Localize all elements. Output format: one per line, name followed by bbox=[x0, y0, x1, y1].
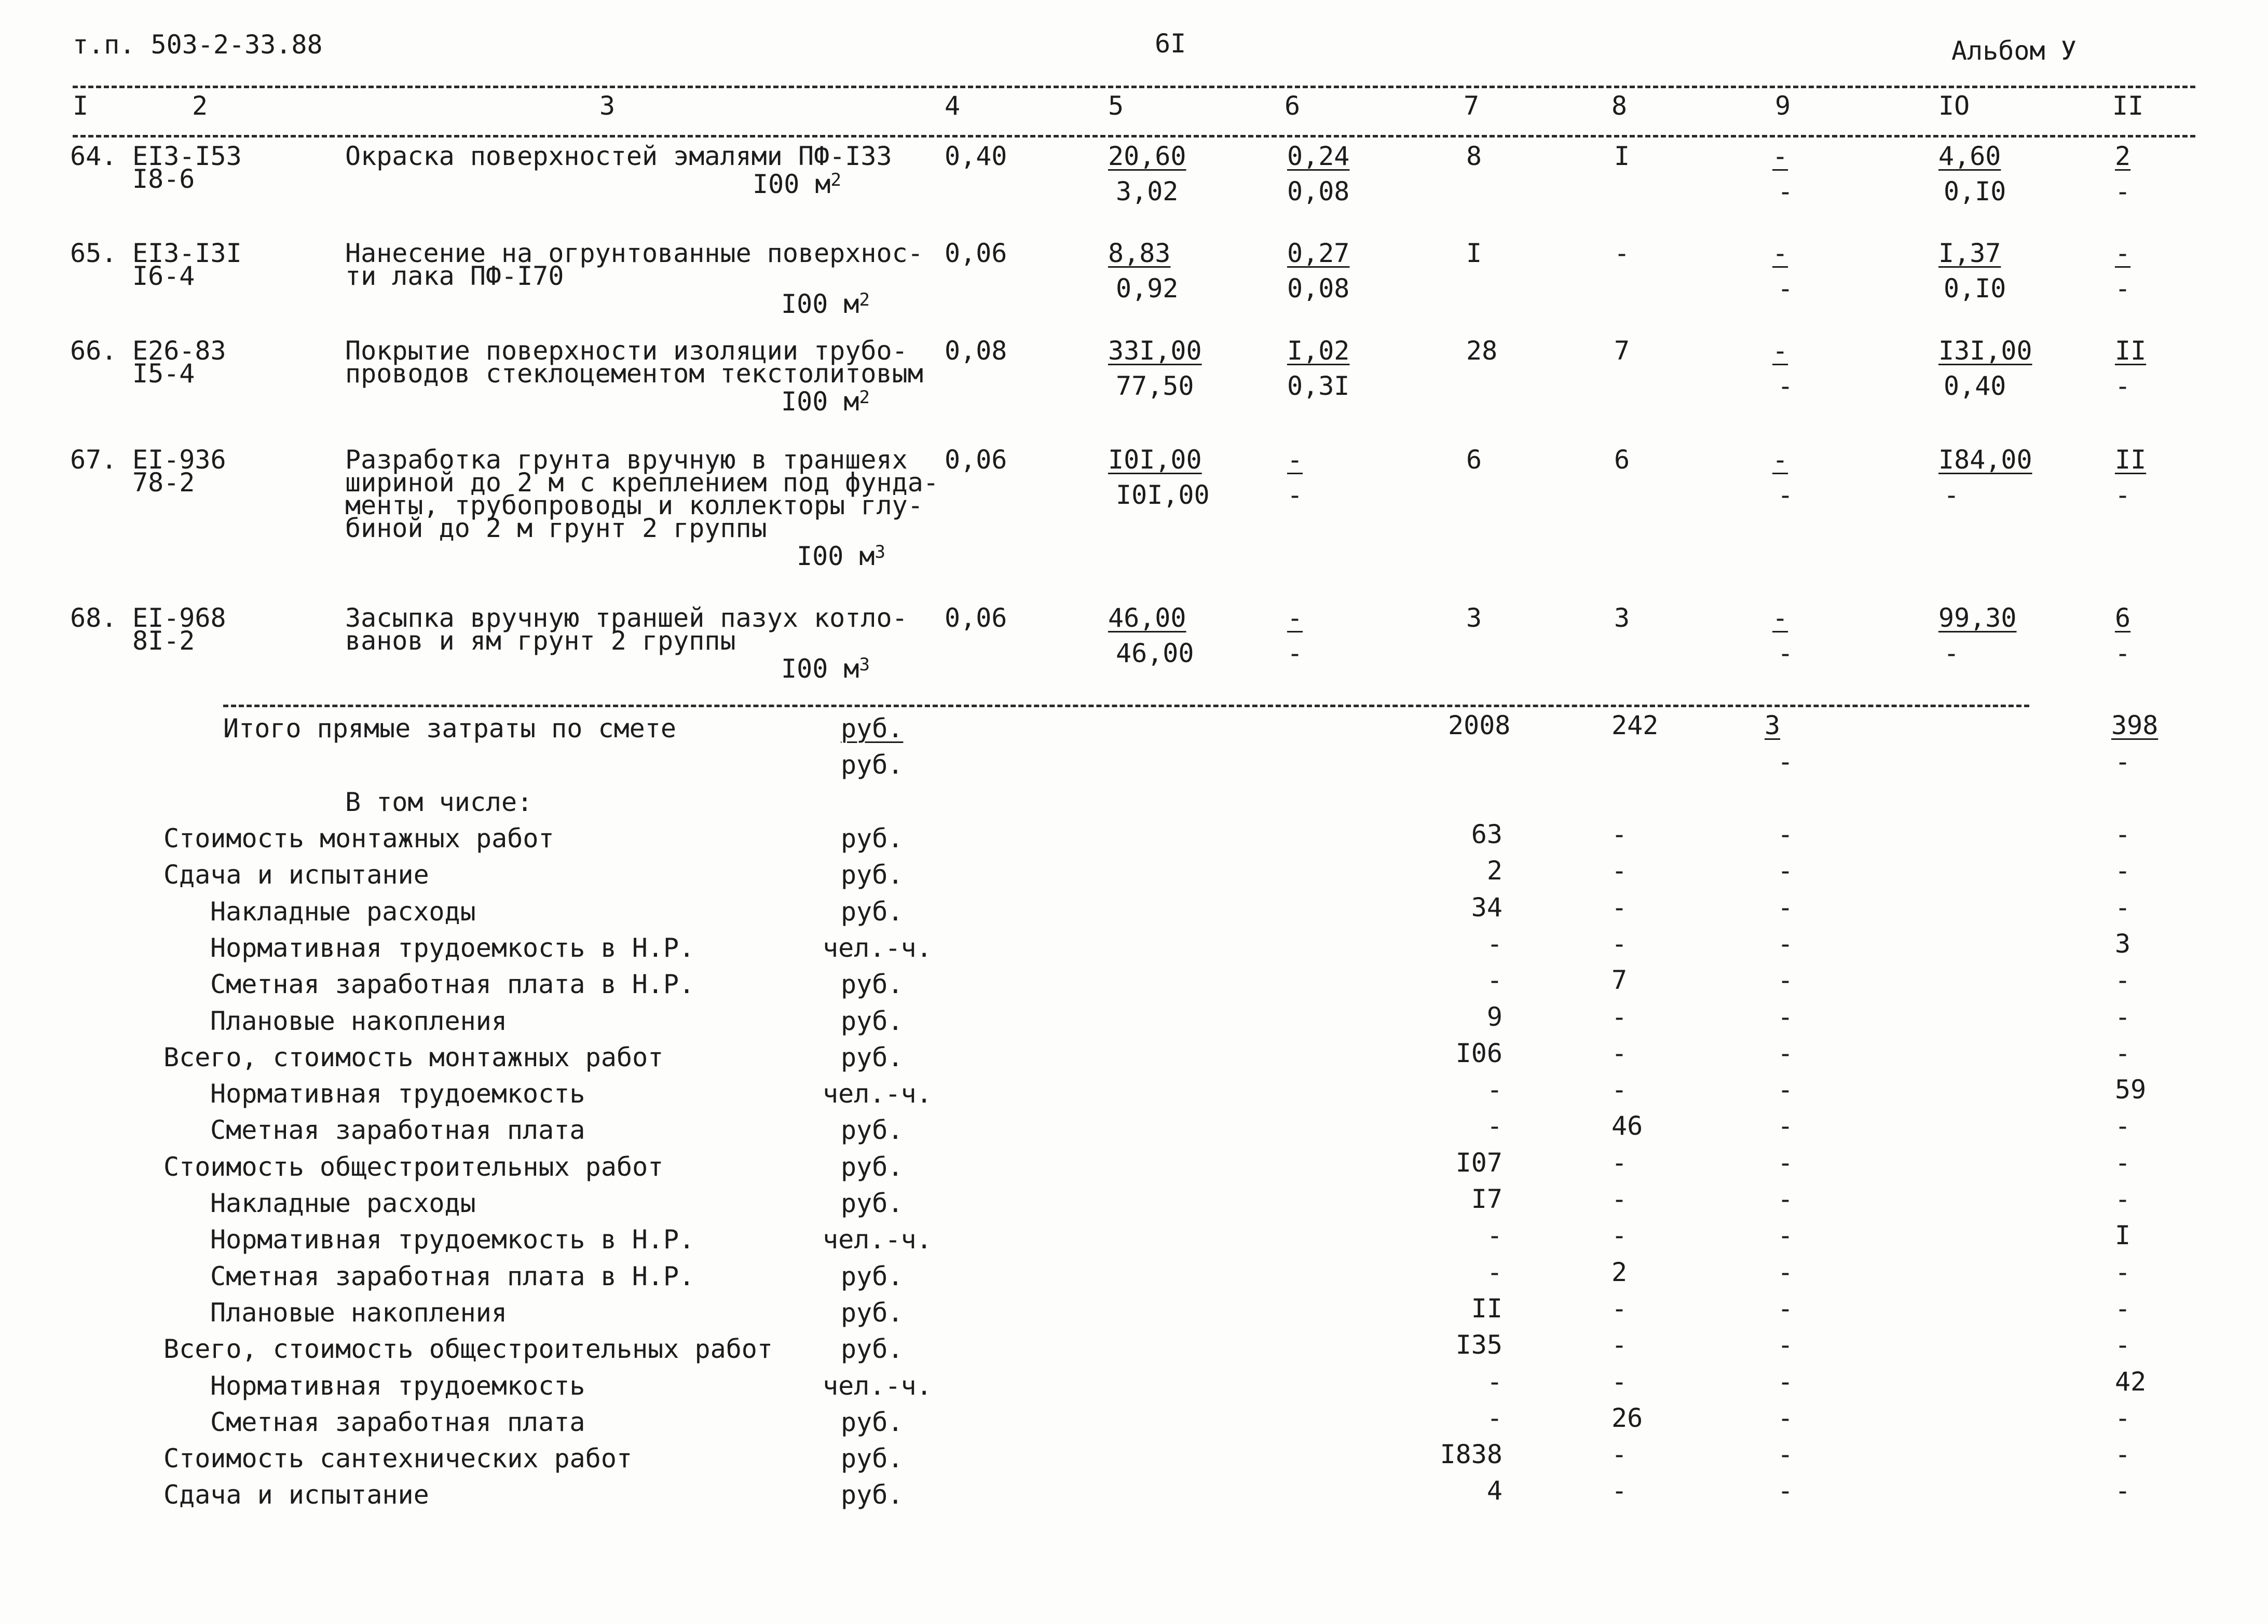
summary-col11: - bbox=[2115, 1038, 2131, 1068]
summary-col11: - bbox=[2115, 819, 2131, 849]
summary-col9: - bbox=[1778, 1366, 1794, 1397]
row-number: 66. bbox=[70, 336, 117, 366]
row-description-line: Покрытие поверхности изоляции трубо- bbox=[345, 336, 908, 366]
summary-unit: руб. bbox=[841, 1006, 904, 1036]
cell-col5-bottom: 0,92 bbox=[1116, 273, 1179, 304]
row-unit bbox=[781, 388, 870, 415]
summary-col11: - bbox=[2115, 1330, 2131, 1360]
summary-unit: руб. bbox=[841, 1480, 904, 1510]
summary-col8: - bbox=[1611, 856, 1628, 886]
cell-col10-top: 4,60 bbox=[1938, 141, 2001, 171]
summary-col9: - bbox=[1778, 1293, 1794, 1324]
cell-col8: I bbox=[1614, 141, 1630, 171]
row-code-primary: EI3-I3I bbox=[132, 238, 242, 268]
summary-col9: - bbox=[1778, 819, 1794, 849]
cell-col4: 0,06 bbox=[945, 238, 1007, 268]
row-description-line: ти лака ПФ-I70 bbox=[345, 261, 564, 291]
totals-label: Итого прямые затраты по смете bbox=[223, 713, 676, 744]
summary-label: Сдача и испытание bbox=[163, 1480, 429, 1510]
cell-col7: 28 bbox=[1466, 336, 1498, 366]
row-code-secondary: 78-2 bbox=[132, 467, 195, 498]
summary-col7: - bbox=[1486, 928, 1502, 959]
cell-col8: 3 bbox=[1614, 603, 1630, 633]
summary-label: Нормативная трудоемкость bbox=[210, 1370, 585, 1401]
unit-exponent: 3 bbox=[859, 654, 870, 675]
row-code-secondary: I6-4 bbox=[132, 261, 195, 291]
summary-label: Сметная заработная плата в Н.Р. bbox=[210, 969, 695, 1000]
cell-col7: 3 bbox=[1466, 603, 1482, 633]
summary-col9: - bbox=[1778, 1220, 1794, 1251]
cell-col5-bottom: 46,00 bbox=[1116, 638, 1194, 668]
cell-col11-top: II bbox=[2115, 445, 2147, 475]
summary-col9: - bbox=[1778, 856, 1794, 886]
summary-col11: 42 bbox=[2115, 1366, 2147, 1397]
cell-col10-bottom: - bbox=[1944, 638, 1960, 668]
summary-col8: - bbox=[1611, 819, 1628, 849]
summary-col9: - bbox=[1778, 1257, 1794, 1287]
cell-col10-top: I84,00 bbox=[1938, 445, 2032, 475]
totals-col9-top: 3 bbox=[1765, 710, 1781, 740]
unit-text: I00 м bbox=[797, 541, 875, 571]
cell-col9-bottom: - bbox=[1778, 480, 1794, 510]
summary-col9: - bbox=[1778, 1147, 1794, 1178]
row-code-secondary: 8I-2 bbox=[132, 626, 195, 656]
summary-col8: - bbox=[1611, 1075, 1628, 1105]
cell-col10-bottom: 0,40 bbox=[1944, 371, 2006, 401]
summary-col8: 2 bbox=[1611, 1257, 1628, 1287]
summary-col8: 46 bbox=[1611, 1111, 1643, 1141]
cell-col9-bottom: - bbox=[1778, 371, 1794, 401]
summary-unit: чел.-ч. bbox=[823, 932, 932, 963]
summary-col7: I35 bbox=[1455, 1330, 1502, 1360]
summary-col7: I07 bbox=[1455, 1147, 1502, 1178]
summary-label: Накладные расходы bbox=[210, 1188, 476, 1218]
summary-col8: 26 bbox=[1611, 1402, 1643, 1433]
cell-col11-top: II bbox=[2115, 336, 2147, 366]
summary-col7: 2 bbox=[1486, 856, 1502, 886]
header-bottom-rule bbox=[73, 135, 2195, 137]
summary-col11: - bbox=[2115, 1184, 2131, 1214]
cell-col7: I bbox=[1466, 238, 1482, 268]
summary-col9: - bbox=[1778, 1001, 1794, 1032]
cell-col6-bottom: 0,08 bbox=[1287, 273, 1350, 304]
column-header-8: 8 bbox=[1611, 91, 1628, 121]
summary-col9: - bbox=[1778, 1402, 1794, 1433]
summary-col8: 7 bbox=[1611, 965, 1628, 996]
row-description-line: Разработка грунта вручную в траншеях bbox=[345, 445, 908, 475]
totals-col8: 242 bbox=[1611, 710, 1659, 740]
cell-col11-top: 2 bbox=[2115, 141, 2131, 171]
row-description-line: ванов и ям грунт 2 группы bbox=[345, 626, 736, 656]
summary-col9: - bbox=[1778, 1038, 1794, 1068]
column-header-1: I bbox=[73, 91, 89, 121]
cell-col4: 0,06 bbox=[945, 603, 1007, 633]
cell-col10-top: I3I,00 bbox=[1938, 336, 2032, 366]
summary-col11: - bbox=[2115, 1147, 2131, 1178]
row-code-primary: E26-83 bbox=[132, 336, 226, 366]
summary-col8: - bbox=[1611, 1293, 1628, 1324]
cell-col9-top: - bbox=[1772, 141, 1788, 171]
summary-label: Стоимость монтажных работ bbox=[163, 823, 554, 854]
unit-exponent: 3 bbox=[875, 542, 885, 562]
column-header-7: 7 bbox=[1464, 91, 1480, 121]
cell-col9-top: - bbox=[1772, 238, 1788, 268]
summary-col9: - bbox=[1778, 928, 1794, 959]
row-number: 64. bbox=[70, 141, 117, 171]
row-description-line: менты, трубопроводы и коллекторы глу- bbox=[345, 490, 923, 520]
summary-col11: - bbox=[2115, 1476, 2131, 1506]
summary-unit: руб. bbox=[841, 1115, 904, 1146]
row-code-primary: EI-968 bbox=[132, 603, 226, 633]
summary-label: Сметная заработная плата bbox=[210, 1115, 585, 1146]
summary-col11: - bbox=[2115, 1001, 2131, 1032]
summary-col11: - bbox=[2115, 1402, 2131, 1433]
cell-col11-bottom: - bbox=[2115, 371, 2131, 401]
cell-col6-top: I,02 bbox=[1287, 336, 1350, 366]
cell-col5-top: 8,83 bbox=[1108, 238, 1171, 268]
cell-col11-bottom: - bbox=[2115, 638, 2131, 668]
cell-col11-bottom: - bbox=[2115, 176, 2131, 207]
cell-col5-top: 20,60 bbox=[1108, 141, 1186, 171]
totals-unit-1: руб. bbox=[841, 713, 904, 744]
row-description-line: Засыпка вручную траншей пазух котло- bbox=[345, 603, 908, 633]
summary-col9: - bbox=[1778, 1184, 1794, 1214]
summary-col7: I7 bbox=[1471, 1184, 1502, 1214]
row-number: 65. bbox=[70, 238, 117, 268]
album-label: Альбом У bbox=[1951, 36, 2076, 66]
summary-col8: - bbox=[1611, 1366, 1628, 1397]
cell-col11-top: - bbox=[2115, 238, 2131, 268]
summary-col11: - bbox=[2115, 1257, 2131, 1287]
summary-label: Нормативная трудоемкость bbox=[210, 1079, 585, 1109]
summary-col7: - bbox=[1486, 1257, 1502, 1287]
summary-col9: - bbox=[1778, 1439, 1794, 1470]
cell-col5-top: 46,00 bbox=[1108, 603, 1186, 633]
cell-col10-top: 99,30 bbox=[1938, 603, 2017, 633]
row-number: 68. bbox=[70, 603, 117, 633]
summary-col7: 63 bbox=[1471, 819, 1502, 849]
cell-col6-top: 0,24 bbox=[1287, 141, 1350, 171]
summary-unit: руб. bbox=[841, 1334, 904, 1365]
cell-col11-bottom: - bbox=[2115, 480, 2131, 510]
page-number: 6I bbox=[1155, 29, 1186, 59]
summary-col7: - bbox=[1486, 1075, 1502, 1105]
summary-col9: - bbox=[1778, 965, 1794, 996]
cell-col6-bottom: 0,08 bbox=[1287, 176, 1350, 207]
cell-col8: 7 bbox=[1614, 336, 1630, 366]
summary-unit: руб. bbox=[841, 1407, 904, 1437]
summary-col8: - bbox=[1611, 1439, 1628, 1470]
cell-col5-top: 33I,00 bbox=[1108, 336, 1202, 366]
cell-col10-bottom: - bbox=[1944, 480, 1960, 510]
column-header-5: 5 bbox=[1108, 91, 1124, 121]
row-unit bbox=[781, 291, 870, 318]
summary-col8: - bbox=[1611, 1001, 1628, 1032]
summary-col7: - bbox=[1486, 1220, 1502, 1251]
row-description-line: Нанесение на огрунтованные поверхнос- bbox=[345, 238, 923, 268]
summary-label: Нормативная трудоемкость в Н.Р. bbox=[210, 932, 695, 963]
summary-unit: руб. bbox=[841, 1297, 904, 1328]
column-header-9: 9 bbox=[1775, 91, 1791, 121]
summary-label: Стоимость общестроительных работ bbox=[163, 1151, 664, 1182]
summary-unit: руб. bbox=[841, 823, 904, 854]
summary-unit: руб. bbox=[841, 969, 904, 1000]
unit-exponent: 2 bbox=[859, 387, 870, 408]
summary-col8: - bbox=[1611, 1476, 1628, 1506]
summary-label: Плановые накопления bbox=[210, 1297, 507, 1328]
summary-col11: - bbox=[2115, 965, 2131, 996]
summary-label: Нормативная трудоемкость в Н.Р. bbox=[210, 1224, 695, 1255]
summary-unit: чел.-ч. bbox=[823, 1370, 932, 1401]
cell-col9-bottom: - bbox=[1778, 176, 1794, 207]
cell-col10-bottom: 0,I0 bbox=[1944, 176, 2006, 207]
cell-col6-bottom: 0,3I bbox=[1287, 371, 1350, 401]
column-header-10: IO bbox=[1938, 91, 1970, 121]
summary-unit: чел.-ч. bbox=[823, 1224, 932, 1255]
cell-col9-top: - bbox=[1772, 445, 1788, 475]
unit-exponent: 2 bbox=[859, 290, 870, 310]
cell-col8: 6 bbox=[1614, 445, 1630, 475]
summary-col11: - bbox=[2115, 856, 2131, 886]
cell-col9-top: - bbox=[1772, 603, 1788, 633]
summary-unit: руб. bbox=[841, 860, 904, 890]
row-unit bbox=[781, 655, 870, 682]
cell-col5-bottom: 77,50 bbox=[1116, 371, 1194, 401]
summary-unit: чел.-ч. bbox=[823, 1079, 932, 1109]
row-code-secondary: I5-4 bbox=[132, 359, 195, 389]
summary-col8: - bbox=[1611, 1220, 1628, 1251]
row-description-line: Окраска поверхностей эмалями ПФ-I33 bbox=[345, 141, 892, 171]
cell-col7: 8 bbox=[1466, 141, 1482, 171]
totals-unit-2: руб. bbox=[841, 750, 904, 780]
row-description-line: проводов стеклоцементом текстолитовым bbox=[345, 359, 923, 389]
summary-col7: 34 bbox=[1471, 892, 1502, 923]
summary-unit: руб. bbox=[841, 1042, 904, 1072]
totals-col11-bottom: - bbox=[2115, 747, 2131, 777]
cell-col5-bottom: I0I,00 bbox=[1116, 480, 1210, 510]
totals-col9-bottom: - bbox=[1778, 747, 1794, 777]
summary-label: Всего, стоимость общестроительных работ bbox=[163, 1334, 773, 1365]
column-header-2: 2 bbox=[192, 91, 208, 121]
summary-col11: 59 bbox=[2115, 1075, 2147, 1105]
summary-col7: I838 bbox=[1440, 1439, 1502, 1470]
top-rule bbox=[73, 86, 2195, 88]
totals-col11-top: 398 bbox=[2111, 710, 2158, 740]
cell-col6-bottom: - bbox=[1287, 480, 1303, 510]
totals-col7: 2008 bbox=[1448, 710, 1511, 740]
cell-col7: 6 bbox=[1466, 445, 1482, 475]
cell-col6-top: - bbox=[1287, 445, 1303, 475]
summary-col8: - bbox=[1611, 1330, 1628, 1360]
summary-col8: - bbox=[1611, 928, 1628, 959]
summary-col11: I bbox=[2115, 1220, 2131, 1251]
row-unit bbox=[797, 543, 885, 570]
cell-col4: 0,08 bbox=[945, 336, 1007, 366]
row-code-primary: EI-936 bbox=[132, 445, 226, 475]
summary-col7: 9 bbox=[1486, 1001, 1502, 1032]
summary-col9: - bbox=[1778, 1075, 1794, 1105]
summary-col11: - bbox=[2115, 892, 2131, 923]
summary-col11: - bbox=[2115, 1439, 2131, 1470]
summary-col8: - bbox=[1611, 892, 1628, 923]
cell-col4: 0,40 bbox=[945, 141, 1007, 171]
summary-col9: - bbox=[1778, 1111, 1794, 1141]
summary-col7: - bbox=[1486, 1111, 1502, 1141]
unit-exponent: 2 bbox=[830, 170, 841, 190]
summary-label: Сметная заработная плата bbox=[210, 1407, 585, 1437]
row-code-secondary: I8-6 bbox=[132, 164, 195, 194]
cell-col9-bottom: - bbox=[1778, 638, 1794, 668]
cell-col4: 0,06 bbox=[945, 445, 1007, 475]
summary-col7: 4 bbox=[1486, 1476, 1502, 1506]
summary-unit: руб. bbox=[841, 1443, 904, 1474]
doc-reference: т.п. 503-2-33.88 bbox=[73, 30, 323, 60]
summary-col7: - bbox=[1486, 1402, 1502, 1433]
cell-col8: - bbox=[1614, 238, 1630, 268]
summary-col9: - bbox=[1778, 892, 1794, 923]
summary-unit: руб. bbox=[841, 896, 904, 927]
summary-label: Сметная заработная плата в Н.Р. bbox=[210, 1261, 695, 1291]
row-description-line: биной до 2 м грунт 2 группы bbox=[345, 513, 767, 543]
column-header-3: 3 bbox=[599, 91, 616, 121]
unit-text: I00 м bbox=[781, 289, 859, 319]
column-header-4: 4 bbox=[945, 91, 961, 121]
summary-label: Стоимость сантехнических работ bbox=[163, 1443, 633, 1474]
summary-label: Всего, стоимость монтажных работ bbox=[163, 1042, 664, 1072]
cell-col9-top: - bbox=[1772, 336, 1788, 366]
unit-text: I00 м bbox=[753, 169, 831, 199]
unit-text: I00 м bbox=[781, 654, 859, 684]
column-header-11: II bbox=[2112, 91, 2144, 121]
summary-col9: - bbox=[1778, 1330, 1794, 1360]
column-header-6: 6 bbox=[1285, 91, 1301, 121]
row-description-line: шириной до 2 м с креплением под фунда- bbox=[345, 467, 939, 498]
summary-col7: II bbox=[1471, 1293, 1502, 1324]
summary-label: Накладные расходы bbox=[210, 896, 476, 927]
cell-col5-bottom: 3,02 bbox=[1116, 176, 1179, 207]
summary-unit: руб. bbox=[841, 1188, 904, 1218]
summary-col11: - bbox=[2115, 1293, 2131, 1324]
cell-col6-top: 0,27 bbox=[1287, 238, 1350, 268]
summary-unit: руб. bbox=[841, 1261, 904, 1291]
summary-col8: - bbox=[1611, 1038, 1628, 1068]
summary-col7: I06 bbox=[1455, 1038, 1502, 1068]
summary-col7: - bbox=[1486, 1366, 1502, 1397]
cell-col9-bottom: - bbox=[1778, 273, 1794, 304]
summary-col7: - bbox=[1486, 965, 1502, 996]
row-number: 67. bbox=[70, 445, 117, 475]
cell-col11-top: 6 bbox=[2115, 603, 2131, 633]
summary-col11: - bbox=[2115, 1111, 2131, 1141]
cell-col6-top: - bbox=[1287, 603, 1303, 633]
summary-unit: руб. bbox=[841, 1151, 904, 1182]
row-code-primary: EI3-I53 bbox=[132, 141, 242, 171]
unit-text: I00 м bbox=[781, 387, 859, 417]
summary-col11: 3 bbox=[2115, 928, 2131, 959]
cell-col6-bottom: - bbox=[1287, 638, 1303, 668]
summary-col9: - bbox=[1778, 1476, 1794, 1506]
cell-col11-bottom: - bbox=[2115, 273, 2131, 304]
cell-col5-top: I0I,00 bbox=[1108, 445, 1202, 475]
in-total-heading: В том числе: bbox=[345, 787, 533, 817]
summary-label: Плановые накопления bbox=[210, 1006, 507, 1036]
summary-col8: - bbox=[1611, 1147, 1628, 1178]
cell-col10-bottom: 0,I0 bbox=[1944, 273, 2006, 304]
cell-col10-top: I,37 bbox=[1938, 238, 2001, 268]
row-unit bbox=[753, 171, 841, 198]
table-bottom-rule bbox=[223, 705, 2029, 707]
summary-col8: - bbox=[1611, 1184, 1628, 1214]
summary-label: Сдача и испытание bbox=[163, 860, 429, 890]
